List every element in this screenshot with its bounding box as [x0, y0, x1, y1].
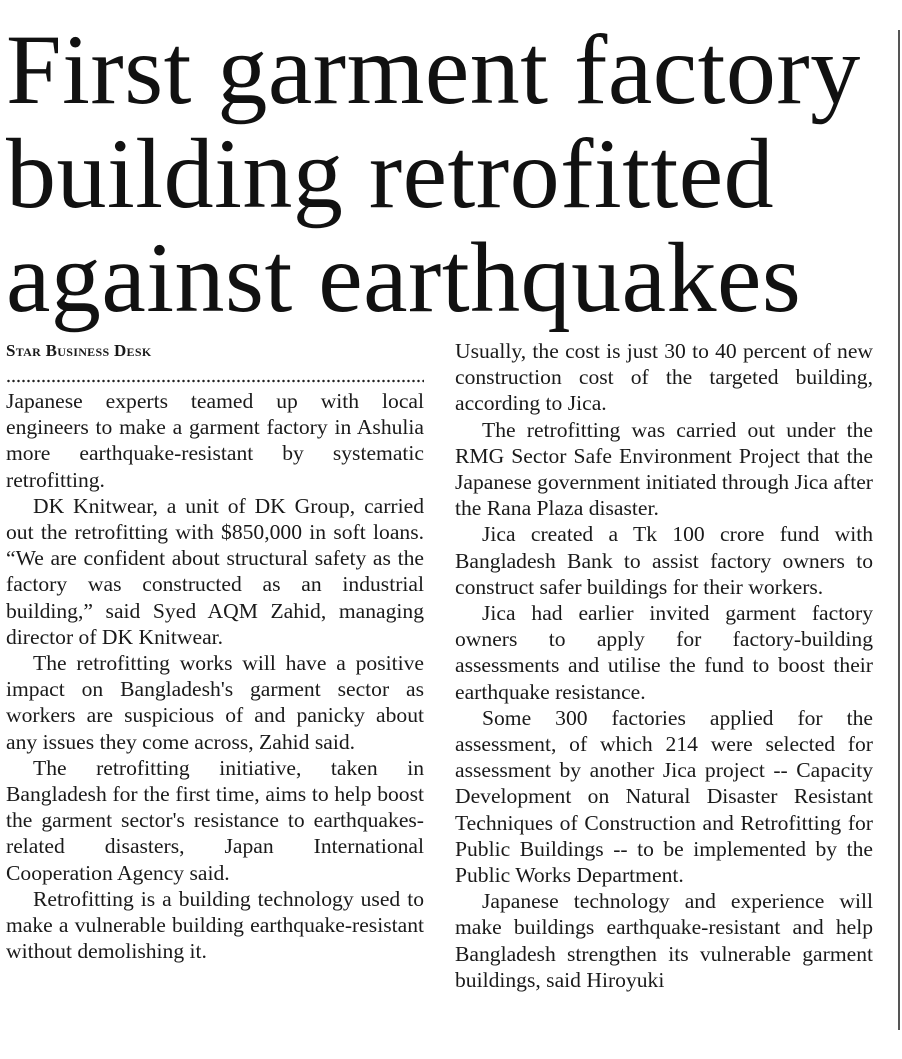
- paragraph: Jica had earlier invited garment factory owners to apply for factory-building assessments and utilise the fund to boost their earthquake resistance.: [455, 601, 873, 704]
- paragraph: The retrofitting initiative, taken in Bangladesh for the first time, aims to help boost the garment sector's resistance to earthquakes-related disasters, Japan International Cooperation Agency said.: [6, 755, 424, 885]
- column-rule: [898, 30, 900, 1030]
- right-column: [455, 338, 873, 993]
- dotted-divider: [6, 364, 424, 388]
- headline: [6, 14, 886, 333]
- paragraph: Jica created a Tk 100 crore fund with Bangladesh Bank to assist factory owners to construct safer buildings for their workers.: [455, 522, 873, 599]
- headline-line-2: building retrofitted: [6, 118, 775, 229]
- left-column: [6, 338, 424, 964]
- byline: Star Business Desk: [6, 341, 152, 360]
- headline-line-1: First garment factory: [6, 14, 861, 125]
- paragraph: Japanese experts teamed up with local engineers to make a garment factory in Ashulia more earthquake-resistant by systematic retrofitting.: [6, 389, 424, 492]
- paragraph: Japanese technology and experience will make buildings earthquake-resistant and help Bangladesh strengthen its vulnerable garment buildings, said Hiroyuki: [455, 889, 873, 992]
- paragraph: Some 300 factories applied for the assessment, of which 214 were selected for assessment by another Jica project -- Capacity Development on Natural Disaster Resistant Techniques of Construction and Retrofitting for Public Buildings -- to be implemented by the Public Works Department.: [455, 705, 873, 888]
- paragraph: Retrofitting is a building technology used to make a vulnerable building earthquake-resistant without demolishing it.: [6, 886, 424, 964]
- paragraph: DK Knitwear, a unit of DK Group, carried out the retrofitting with $850,000 in soft loans. “We are confident about structural safety as the factory was constructed as an industrial building,” said Syed AQM Zahid, managing director of DK Knitwear.: [6, 493, 424, 649]
- paragraph: Usually, the cost is just 30 to 40 percent of new construction cost of the targeted building, according to Jica.: [455, 339, 873, 416]
- headline-line-3: against earthquakes: [6, 222, 802, 333]
- paragraph: The retrofitting was carried out under the RMG Sector Safe Environment Project that the Japanese government initiated through Jica after the Rana Plaza disaster.: [455, 417, 873, 521]
- paragraph: The retrofitting works will have a positive impact on Bangladesh's garment sector as workers are suspicious of and panicky about any issues they come across, Zahid said.: [6, 651, 424, 754]
